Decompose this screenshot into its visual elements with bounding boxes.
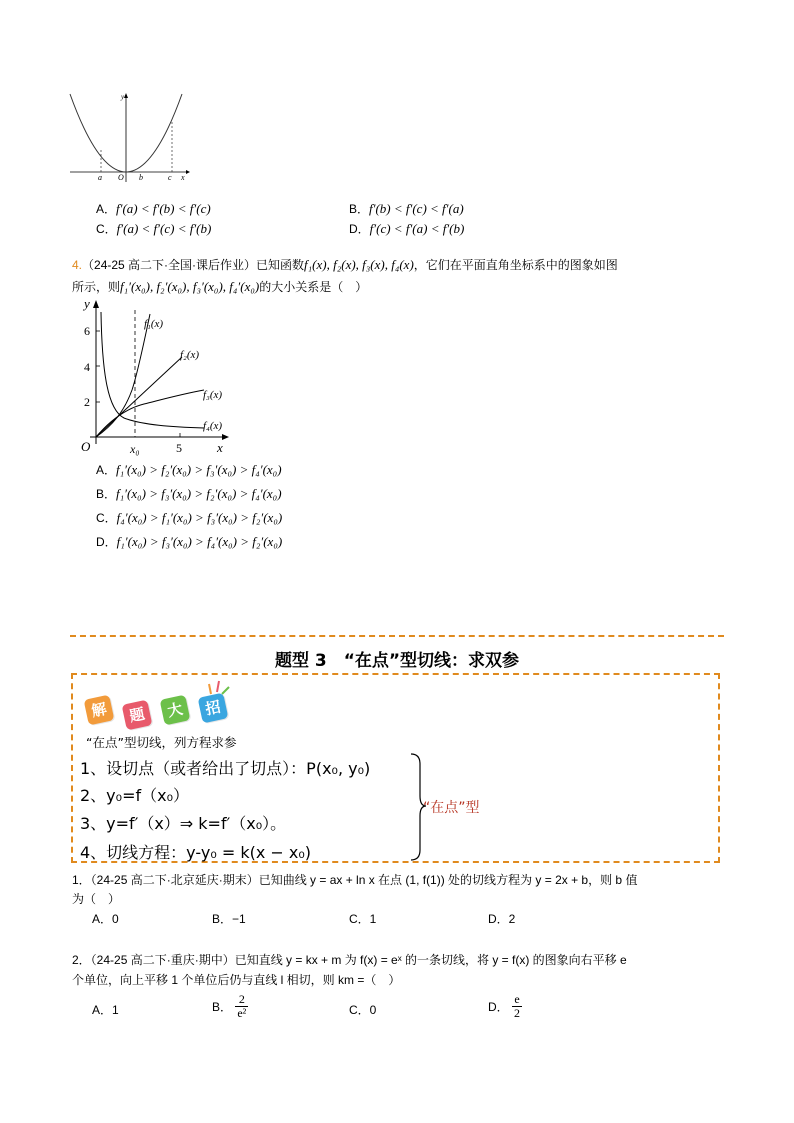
section-title: 题型 3 “在点”型切线：求双参 bbox=[274, 651, 520, 671]
sparkle-icon bbox=[207, 678, 231, 696]
p2-option-b-denominator: e² bbox=[237, 1006, 247, 1020]
q3-option-b[interactable] bbox=[349, 200, 464, 217]
graph2-origin-label: O bbox=[81, 439, 91, 454]
graph2-tick-2: 2 bbox=[84, 395, 90, 409]
q4-option-c[interactable] bbox=[96, 509, 282, 526]
q4-source: （24-25 高二下·全国·课后作业）已知函数 bbox=[82, 258, 305, 272]
q4-number: 4. bbox=[72, 258, 83, 272]
graph2-y-label: y bbox=[84, 296, 90, 311]
p1-option-c[interactable]: C．1 bbox=[349, 912, 377, 926]
q4-option-d-expr: f₁′(x₀) > f₃′(x₀) > f₄′(x₀) > f₂′(x₀) bbox=[116, 534, 283, 549]
graph2-f1-label: f₁(x) bbox=[144, 318, 164, 330]
q3-option-c-expr: f′(a) < f′(c) < f′(b) bbox=[116, 221, 212, 236]
q4-line2-expr: f₁′(x₀), f₂′(x₀), f₃′(x₀), f₄′(x₀) bbox=[120, 279, 260, 294]
p2-option-d-denominator: 2 bbox=[514, 1006, 521, 1020]
p2-option-b-label: B． bbox=[212, 1000, 233, 1014]
q4-option-d[interactable] bbox=[96, 533, 282, 550]
p1-option-b[interactable]: B．−1 bbox=[212, 912, 246, 926]
p2-option-d-numerator: e bbox=[512, 993, 522, 1007]
p1-stem-line1: 1．（24-25 高二下·北京延庆·期末）已知曲线 y = ax + ln x 在点 (1, f(1)) 处的切线方程为 y = 2x + b，则 b 值 bbox=[72, 873, 638, 887]
p2-option-d-label: D． bbox=[488, 1000, 509, 1014]
q3-option-c-label: C． bbox=[96, 222, 117, 236]
graph1-x-label: x bbox=[181, 173, 185, 182]
p1-option-a[interactable]: A．0 bbox=[92, 912, 119, 926]
section-divider bbox=[70, 635, 724, 637]
q3-option-b-expr: f′(b) < f′(c) < f′(a) bbox=[369, 201, 464, 216]
p2-option-a[interactable]: A．1 bbox=[92, 1003, 119, 1017]
graph2-f3-label: f₃(x) bbox=[203, 389, 223, 401]
graph2-tick-5: 5 bbox=[176, 441, 182, 455]
q3-option-d-expr: f′(c) < f′(a) < f′(b) bbox=[369, 221, 465, 236]
graph2-f2-label: f₂(x) bbox=[180, 349, 200, 361]
q4-option-d-label: D． bbox=[96, 535, 117, 549]
graph2-tick-4: 4 bbox=[84, 360, 90, 374]
method-step-1: 1、设切点（或者给出了切点）：P(x₀, y₀) bbox=[80, 759, 371, 778]
graph2-x-label: x bbox=[217, 440, 223, 455]
q4-option-b-expr: f₁′(x₀) > f₃′(x₀) > f₂′(x₀) > f₄′(x₀) bbox=[116, 486, 282, 501]
tile-4: 招 bbox=[198, 693, 229, 724]
q4-line2-tail: 的大小关系是（ ） bbox=[259, 280, 368, 294]
q4-option-b[interactable] bbox=[96, 485, 282, 502]
q4-funcs: f₁(x), f₂(x), f₃(x), f₄(x) bbox=[304, 257, 414, 272]
p2-stem-line2: 个单位，向上平移 1 个单位后仍与直线 l 相切，则 km =（ ） bbox=[72, 973, 401, 987]
q3-option-b-label: B． bbox=[349, 202, 370, 216]
method-intro: “在点”型切线，列方程求参 bbox=[86, 735, 237, 750]
method-step-3: 3、y=f′（x）⇒ k=f′（x₀）。 bbox=[80, 814, 287, 833]
q4-stem-line1 bbox=[72, 256, 618, 273]
parabola-graph bbox=[68, 92, 192, 184]
method-step-2: 2、y₀=f（x₀） bbox=[80, 786, 189, 805]
q3-option-a-expr: f′(a) < f′(b) < f′(c) bbox=[116, 201, 211, 216]
q3-option-a-label: A． bbox=[96, 202, 117, 216]
brace-label: “在点”型 bbox=[423, 800, 480, 816]
tile-3: 大 bbox=[160, 695, 191, 726]
p1-stem-line2: 为（ ） bbox=[72, 892, 121, 906]
q4-option-a-label: A． bbox=[96, 463, 117, 477]
p2-option-d[interactable] bbox=[488, 993, 522, 1020]
q3-option-d-label: D． bbox=[349, 222, 370, 236]
graph1-a-label: a bbox=[98, 173, 102, 182]
graph1-c-label: c bbox=[168, 173, 172, 182]
p2-option-c[interactable]: C．0 bbox=[349, 1003, 377, 1017]
p2-option-b-numerator: 2 bbox=[235, 993, 248, 1007]
tile-1: 解 bbox=[84, 695, 115, 726]
q3-option-d[interactable] bbox=[349, 220, 464, 237]
graph1-y-label: y bbox=[121, 93, 125, 101]
q4-option-a-expr: f₁′(x₀) > f₂′(x₀) > f₃′(x₀) > f₄′(x₀) bbox=[116, 462, 282, 477]
p2-stem-line1: 2．（24-25 高二下·重庆·期中）已知直线 y = kx + m 为 f(x) = eˣ 的一条切线，将 y = f(x) 的图象向右平移 e bbox=[72, 953, 627, 967]
graph1-origin-label: O bbox=[118, 173, 124, 182]
q4-option-a[interactable] bbox=[96, 461, 282, 478]
q4-option-b-label: B． bbox=[96, 487, 117, 501]
p1-option-d[interactable]: D．2 bbox=[488, 912, 516, 926]
graph2-x0-label: x₀ bbox=[130, 442, 140, 456]
graph2-tick-6: 6 bbox=[84, 324, 90, 338]
q4-stem-line2 bbox=[72, 278, 367, 295]
p2-option-b[interactable] bbox=[212, 993, 248, 1020]
q3-option-a[interactable] bbox=[96, 200, 211, 217]
q3-option-c[interactable] bbox=[96, 220, 211, 237]
q4-option-c-expr: f₄′(x₀) > f₁′(x₀) > f₃′(x₀) > f₂′(x₀) bbox=[116, 510, 283, 525]
graph2-f4-label: f₄(x) bbox=[203, 420, 223, 432]
tile-2: 题 bbox=[122, 700, 153, 731]
method-step-4: 4、切线方程：y-y₀ = k(x − x₀) bbox=[80, 843, 312, 862]
q4-line2-head: 所示，则 bbox=[72, 280, 121, 294]
functions-graph bbox=[72, 294, 242, 460]
graph1-b-label: b bbox=[139, 173, 143, 182]
q4-option-c-label: C． bbox=[96, 511, 117, 525]
q4-line1-tail: ，它们在平面直角坐标系中的图象如图 bbox=[413, 258, 618, 272]
